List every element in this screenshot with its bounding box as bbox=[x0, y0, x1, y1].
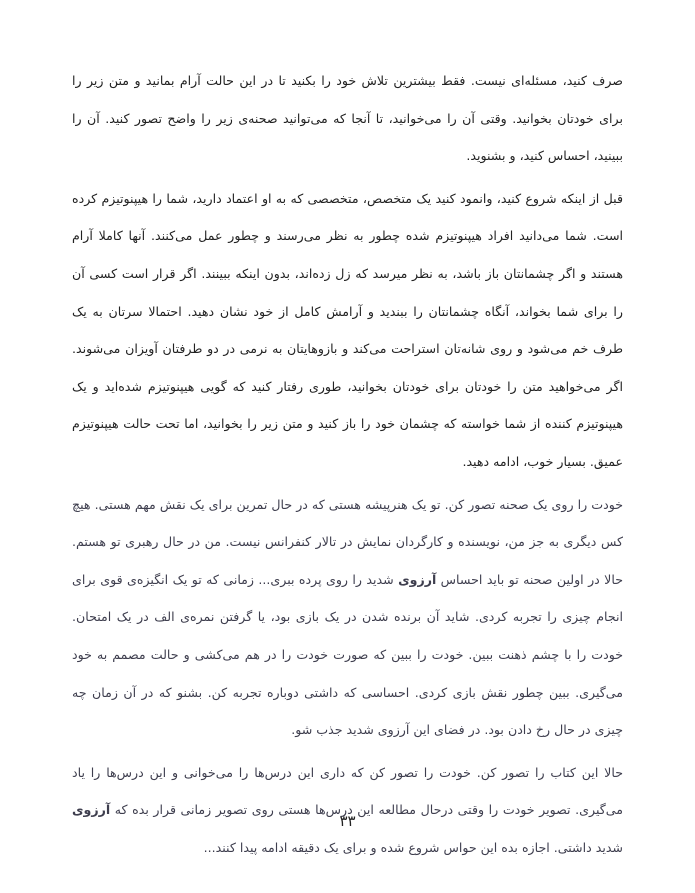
paragraph-imagine-book-text-2: شدید داشتی. اجازه بده این حواس شروع شده و برای یک دقیقه ادامه پیدا کنند... bbox=[203, 839, 623, 855]
paragraph-imagine-book bbox=[72, 754, 623, 867]
paragraph-stage-scene-text-2: شدید را روی پرده ببری... زمانی که تو یک انگیزه‌ی قوی برای انجام چیزی را تجربه کردی. شاید آن برنده شدن در یک بازی بود، یا گرفتن نمره‌ی الف در یک امتحان. خودت را با چشم ذهنت ببین. خودت را ببین که صورت خودت را در هم می‌کشی و حالت مصمم به خود می‌گیری. ببین چطور نقش بازی کردی. احساسی که داشتی دوباره تجربه کن. بشنو که در آن زمان چه چیزی در حال رخ دادن بود. در فضای این آرزوی شدید جذب شو. bbox=[72, 571, 623, 738]
page-number: ۳۳ bbox=[339, 812, 356, 830]
paragraph-intro bbox=[72, 62, 623, 175]
paragraph-stage-scene bbox=[72, 486, 623, 749]
paragraph-intro-text: صرف کنید، مسئله‌ای نیست. فقط بیشترین تلاش خود را بکنید تا در این حالت آرام بمانید و متن زیر را برای خودتان بخوانید. وقتی آن را می‌خوانید، تا آنجا که می‌توانید صحنه‌ی زیر را واضح تصور کنید. آن را ببینید، احساس کنید، و بشنوید. bbox=[72, 73, 623, 164]
paragraph-stage-scene-text-1: خودت را روی یک صحنه تصور کن. تو یک هنرپیشه هستی که در حال تمرین برای یک نقش مهم هستی. هیچ کس دیگری به جز من، نویسنده و کارگردان نمایش در تالار کنفرانس نیست. من در حال رهبری تو هستم. حالا در اولین صحنه تو باید احساس bbox=[72, 496, 623, 587]
paragraph-hypnosis-setup-text: قبل از اینکه شروع کنید، وانمود کنید یک متخصص، متخصصی که به او اعتماد دارید، شما را هیپنوتیزم کرده است. شما می‌دانید افراد هیپنوتیزم شده چطور به نظر می‌رسند و چطور عمل می‌کنند. آنها کاملا آرام هستند و اگر چشمانتان باز باشد، به نظر میرسد که زل زده‌اند، بدون اینکه ببینند. اگر قرار است کسی آن را برای شما بخواند، آنگاه چشمانتان را ببندید و آرامش کامل از خود نشان دهید. احتمالا سرتان به یک طرف خم می‌شود و روی شانه‌تان استراحت می‌کند و بازوهایتان به نرمی در دو طرفتان آویزان می‌شوند. اگر می‌خواهید متن را خودتان برای خودتان بخوانید، طوری رفتار کنید که گویی هیپنوتیزم شده‌اید و یک هیپنوتیزم کننده از شما خواسته که چشمان خود را باز کنید و متن زیر را بخوانید، اما تحت حالت هیپنوتیزم عمیق. بسیار خوب، ادامه دهید. bbox=[72, 190, 623, 469]
paragraph-hypnosis-setup bbox=[72, 180, 623, 481]
emphasis-desire-2: آرزوی bbox=[72, 802, 111, 818]
paragraph-imagine-book-text-1: حالا این کتاب را تصور کن. خودت را تصور کن که داری این درس‌ها را می‌خوانی و این درس‌ها را یاد می‌گیری. تصویر خودت را وقتی درحال مطالعه این درس‌ها هستی روی تصویر زمانی قرار بده که bbox=[72, 764, 623, 818]
emphasis-desire: آرزوی bbox=[398, 571, 437, 587]
